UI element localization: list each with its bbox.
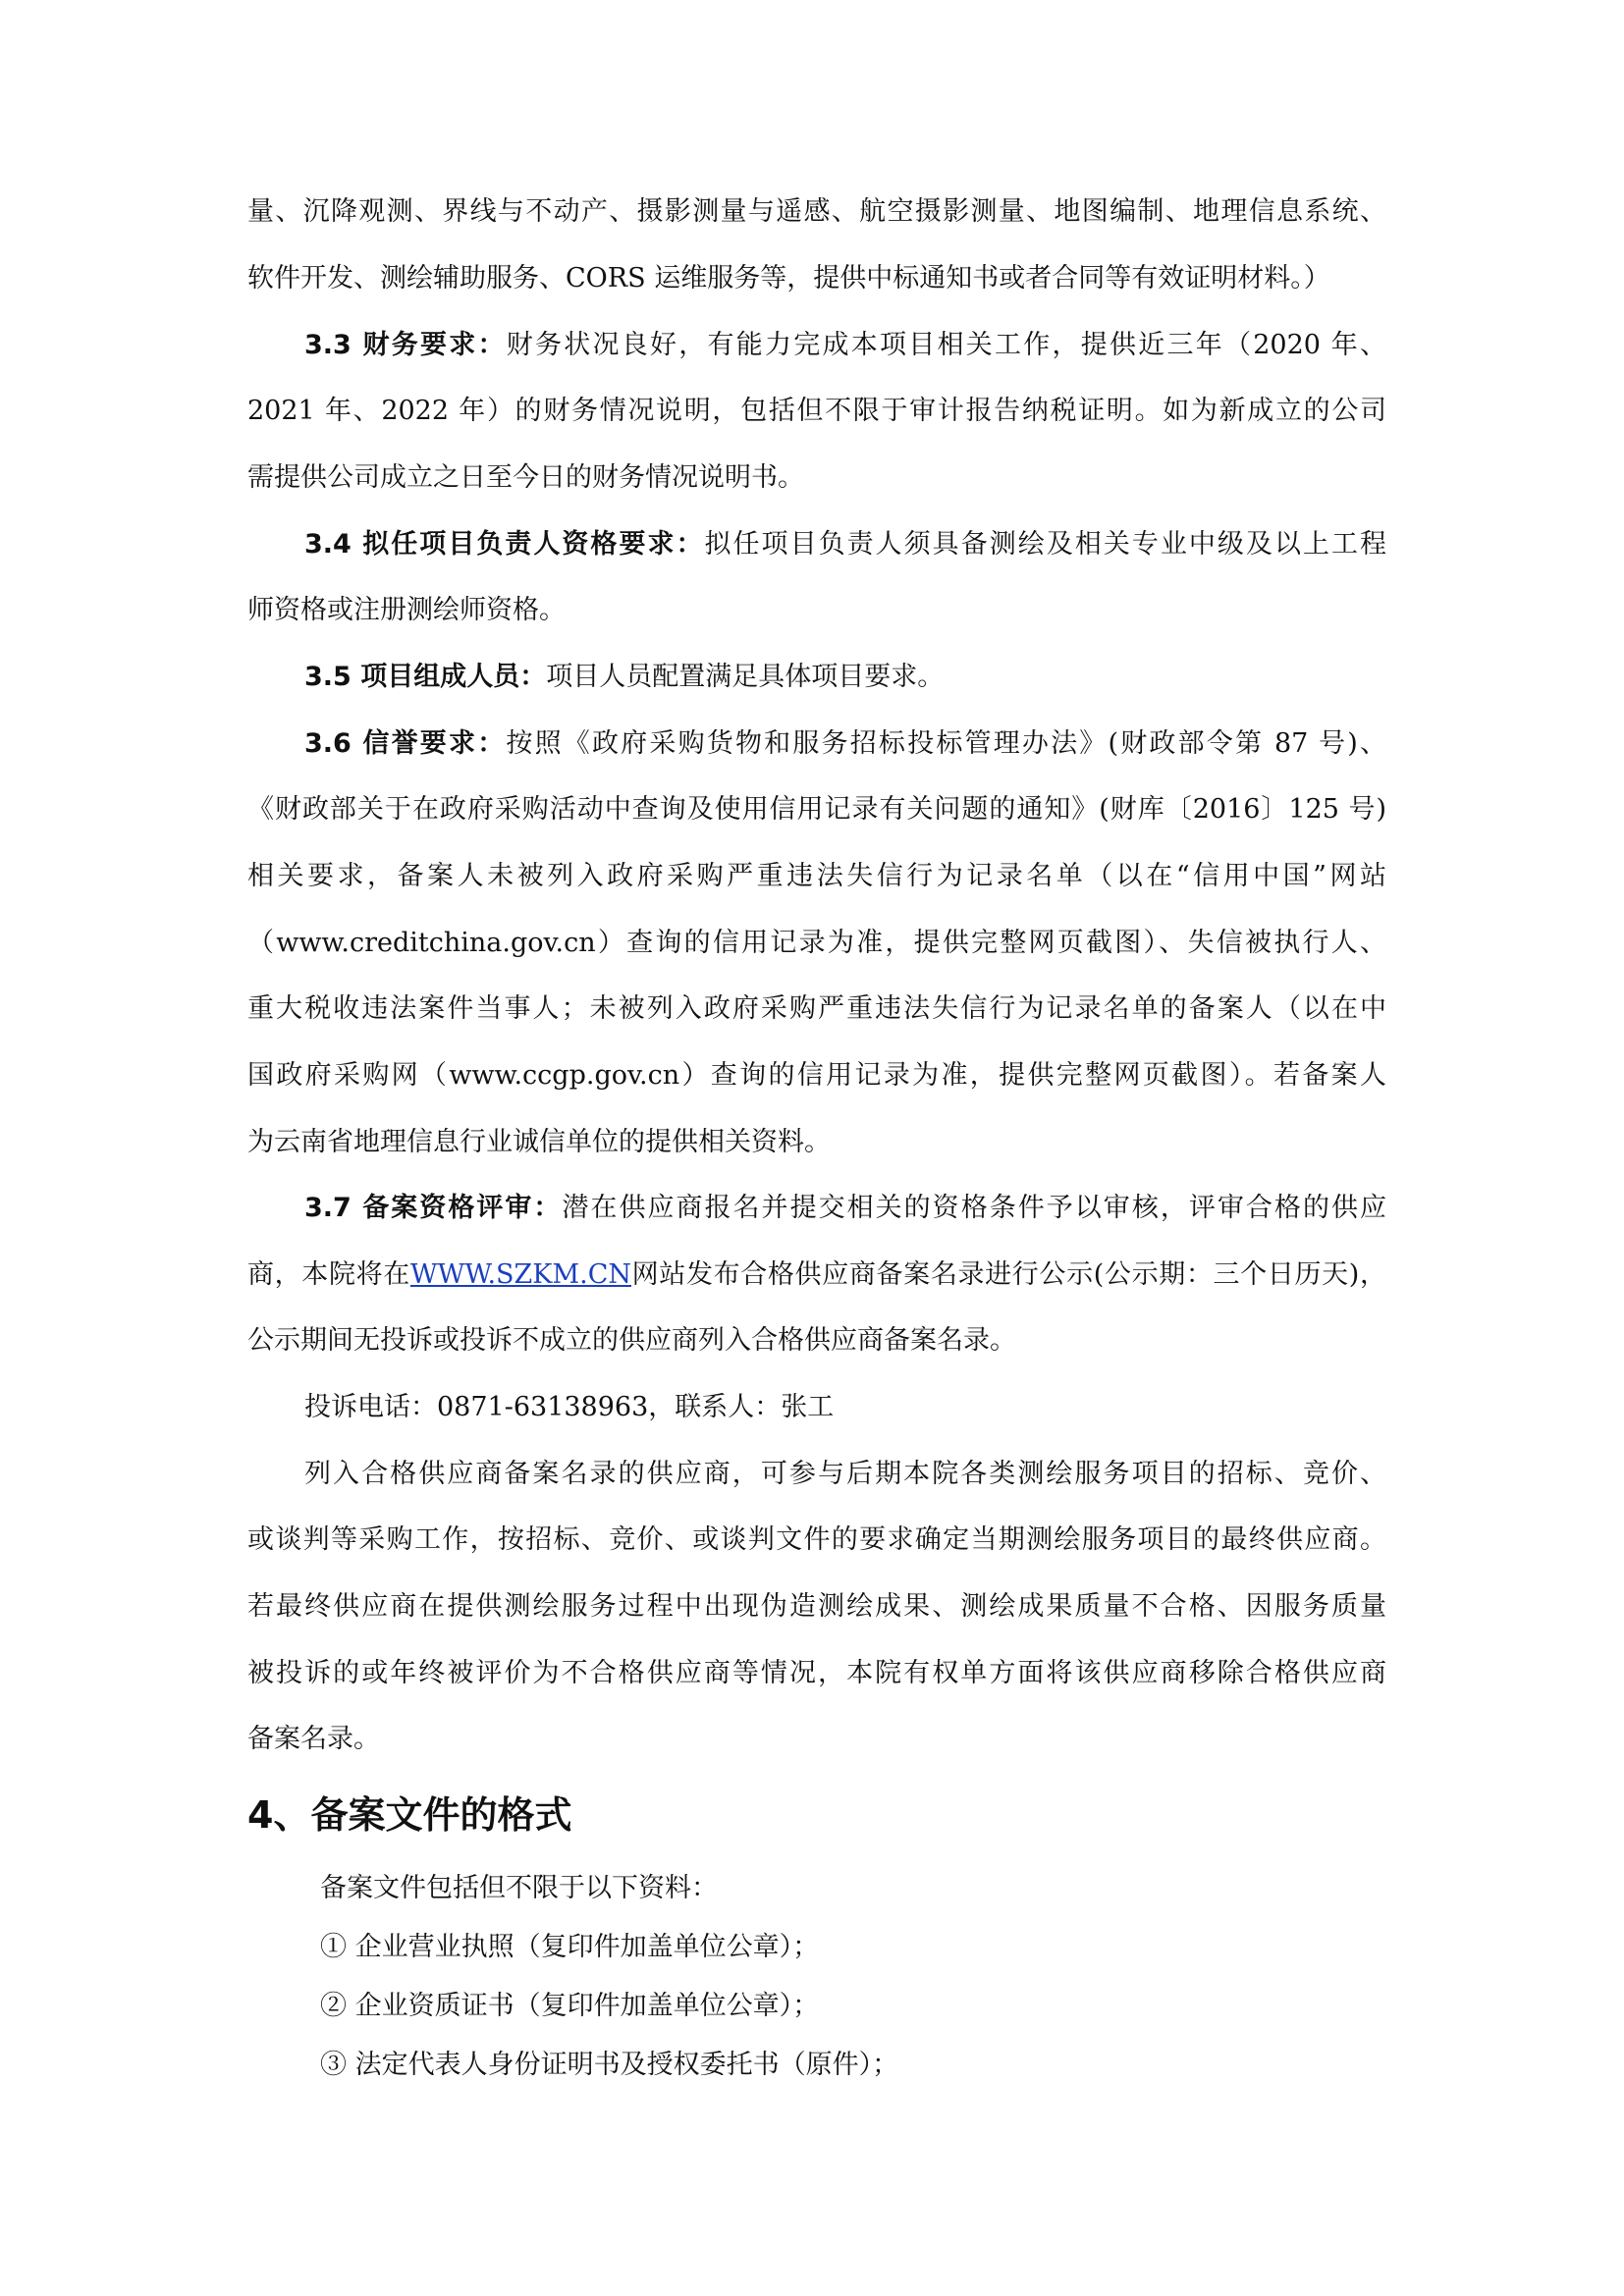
paragraph-line: 重大税收违法案件当事人；未被列入政府采购严重违法失信行为记录名单的备案人（以在中 — [247, 993, 1386, 1024]
paragraph-line: 需提供公司成立之日至今日的财务情况说明书。 — [247, 462, 804, 493]
section-3-5-text: 项目人员配置满足具体项目要求。 — [546, 662, 945, 692]
paragraph-line: 公示期间无投诉或投诉不成立的供应商列入合格供应商备案名录。 — [247, 1325, 1016, 1356]
section-3-3-text: 财务状况良好，有能力完成本项目相关工作，提供近三年（2020 年、 — [506, 330, 1387, 360]
paragraph-line: 或谈判等采购工作，按招标、竞价、或谈判文件的要求确定当期测绘服务项目的最终供应商。 — [247, 1524, 1386, 1555]
paragraph-line: 为云南省地理信息行业诚信单位的提供相关资料。 — [247, 1127, 831, 1157]
paragraph-line: 相关要求，备案人未被列入政府采购严重违法失信行为记录名单（以在“信用中国”网站 — [247, 861, 1386, 891]
paragraph-line: 量、沉降观测、界线与不动产、摄影测量与遥感、航空摄影测量、地图编制、地理信息系统、 — [247, 196, 1386, 227]
list-item: ③ 法定代表人身份证明书及授权委托书（原件）； — [320, 2050, 899, 2080]
section-3-4-line-1 — [247, 525, 1386, 564]
section-3-7-line-1 — [247, 1189, 1386, 1228]
paragraph-line: 《财政部关于在政府采购活动中查询及使用信用记录有关问题的通知》(财库〔2016〕125 号) — [247, 794, 1386, 825]
paragraph-line: 被投诉的或年终被评价为不合格供应商等情况，本院有权单方面将该供应商移除合格供应商 — [247, 1658, 1386, 1688]
section-3-7-text-post: 网站发布合格供应商备案名录进行公示(公示期：三个日历天)， — [630, 1259, 1386, 1290]
website-link[interactable]: WWW.SZKM.CN — [409, 1259, 631, 1290]
section-4-heading: 4、备案文件的格式 — [247, 1793, 572, 1837]
complaint-phone-line: 投诉电话：0871-63138963，联系人：张工 — [304, 1392, 835, 1422]
section-3-6-line-1 — [247, 724, 1386, 764]
paragraph-line: 师资格或注册测绘师资格。 — [247, 595, 566, 625]
section-3-5-line-1 — [247, 658, 1386, 697]
section-3-7-text-pre: 商，本院将在 — [247, 1259, 410, 1290]
section-3-3-label: 3.3 财务要求： — [304, 330, 507, 360]
section-3-3-line-1 — [247, 326, 1386, 365]
paragraph-line: （www.creditchina.gov.cn）查询的信用记录为准，提供完整网页截图）、失信被执行人、 — [247, 928, 1386, 958]
list-item: ① 企业营业执照（复印件加盖单位公章）； — [320, 1932, 820, 1962]
paragraph-line: 软件开发、测绘辅助服务、CORS 运维服务等，提供中标通知书或者合同等有效证明材料。） — [247, 263, 1330, 294]
section-4-intro: 备案文件包括但不限于以下资料： — [320, 1873, 718, 1903]
section-3-4-label: 3.4 拟任项目负责人资格要求： — [304, 529, 705, 560]
paragraph-line: 备案名录。 — [247, 1724, 380, 1754]
section-3-7-label: 3.7 备案资格评审： — [304, 1193, 563, 1223]
section-3-5-label: 3.5 项目组成人员： — [304, 662, 547, 692]
section-3-7-line-2 — [247, 1255, 1386, 1295]
paragraph-line: 2021 年、2022 年）的财务情况说明，包括但不限于审计报告纳税证明。如为新成立的公司 — [247, 396, 1386, 426]
paragraph-line: 国政府采购网（www.ccgp.gov.cn）查询的信用记录为准，提供完整网页截图）。若备案人 — [247, 1060, 1386, 1091]
section-3-6-text: 按照《政府采购货物和服务招标投标管理办法》(财政部令第 87 号)、 — [506, 728, 1387, 759]
section-3-4-text: 拟任项目负责人须具备测绘及相关专业中级及以上工程 — [704, 529, 1387, 560]
paragraph-line: 列入合格供应商备案名录的供应商，可参与后期本院各类测绘服务项目的招标、竞价、 — [304, 1459, 1386, 1489]
paragraph-line: 若最终供应商在提供测绘服务过程中出现伪造测绘成果、测绘成果质量不合格、因服务质量 — [247, 1591, 1386, 1622]
list-item: ② 企业资质证书（复印件加盖单位公章）； — [320, 1991, 820, 2021]
section-3-7-text: 潜在供应商报名并提交相关的资格条件予以审核，评审合格的供应 — [562, 1193, 1387, 1223]
section-3-6-label: 3.6 信誉要求： — [304, 728, 507, 759]
